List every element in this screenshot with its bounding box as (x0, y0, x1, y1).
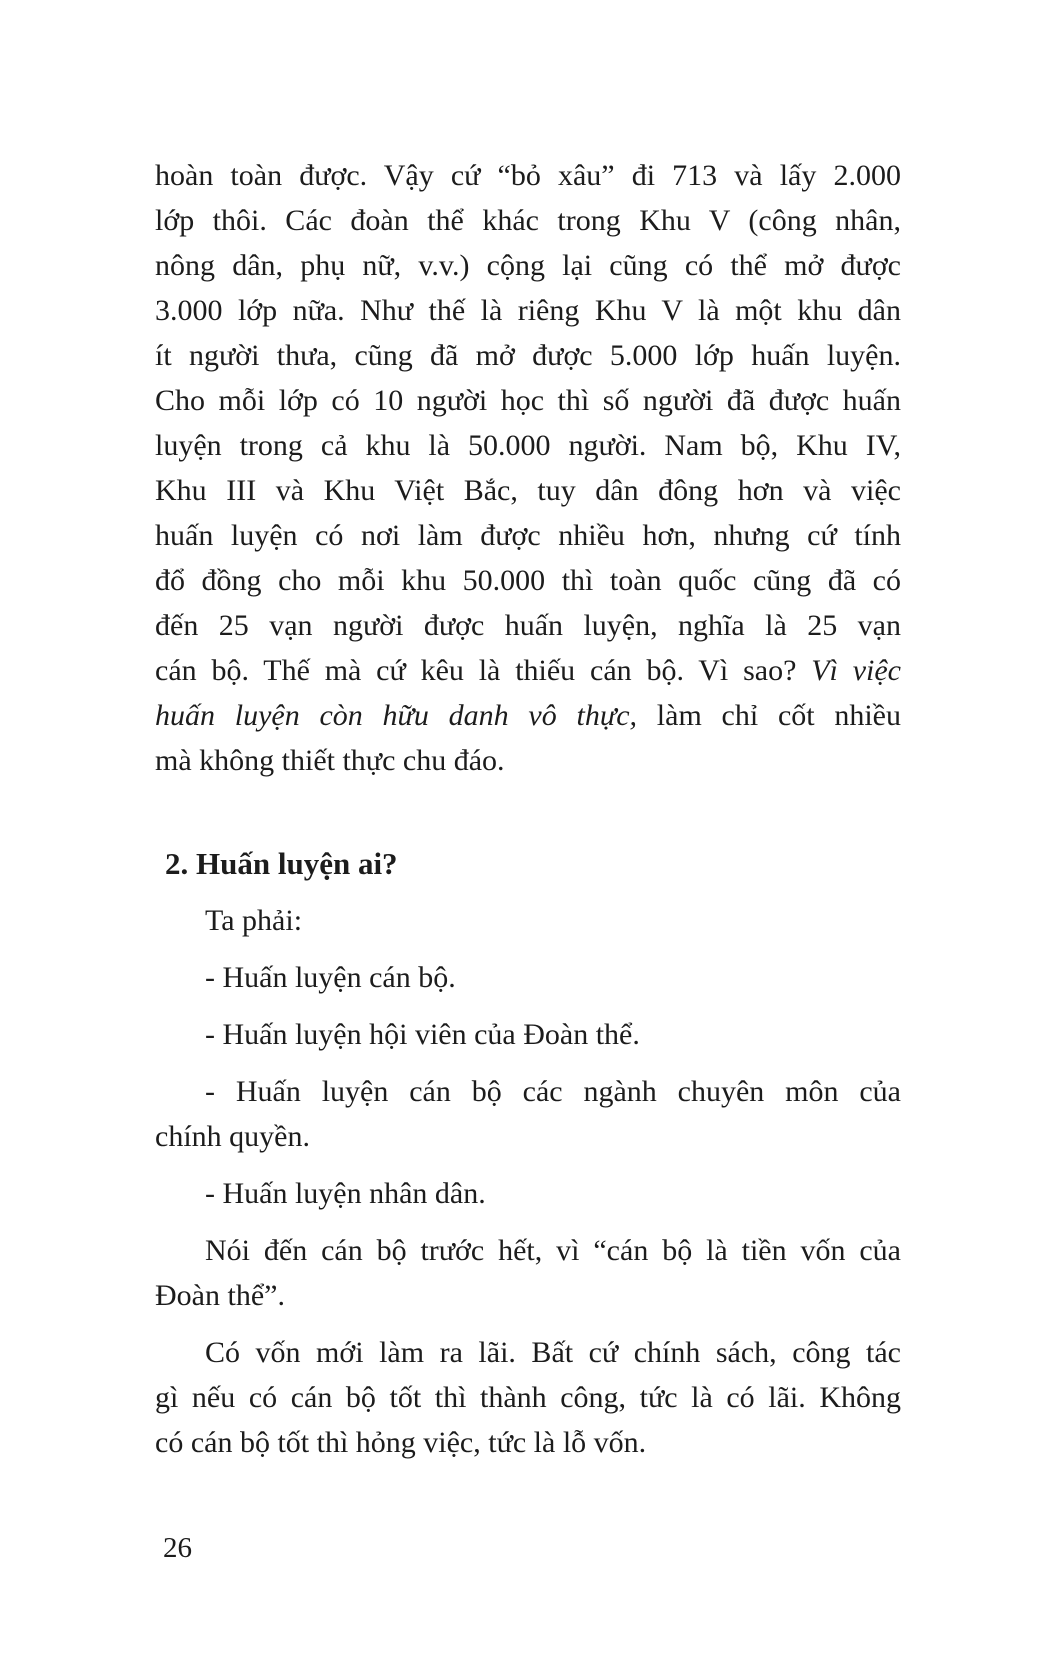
text-line: gì nếu có cán bộ tốt thì thành công, tức là có lãi. Không (155, 1381, 901, 1414)
text-line: nông dân, phụ nữ, v.v.) cộng lại cũng có thể mở được (155, 249, 901, 282)
text-line: có cán bộ tốt thì hỏng việc, tức là lỗ vốn. (155, 1426, 647, 1459)
text-block (155, 153, 901, 1465)
text-line (155, 648, 901, 693)
text-line: ít người thưa, cũng đã mở được 5.000 lớp huấn luyện. (155, 339, 901, 372)
text-line: đến 25 vạn người được huấn luyện, nghĩa là 25 vạn (155, 609, 901, 642)
paragraph (155, 898, 901, 943)
text-line: Có vốn mới làm ra lãi. Bất cứ chính sách, công tác (205, 1336, 901, 1369)
paragraph (155, 1228, 901, 1318)
page-number: 26 (163, 1532, 192, 1564)
text-line: - Huấn luyện nhân dân. (205, 1177, 486, 1210)
list-item (155, 955, 901, 1000)
text-line: mà không thiết thực chu đáo. (155, 744, 505, 777)
text-line: luyện trong cả khu là 50.000 người. Nam bộ, Khu IV, (155, 429, 901, 462)
text-line: chính quyền. (155, 1120, 310, 1153)
italic-text-segment: huấn luyện còn hữu danh vô thực, (155, 699, 638, 732)
text-line (155, 693, 901, 738)
text-line: - Huấn luyện cán bộ. (205, 961, 456, 994)
text-line: - Huấn luyện cán bộ các ngành chuyên môn của (205, 1075, 901, 1108)
text-line: Khu III và Khu Việt Bắc, tuy dân đông hơn và việc (155, 474, 901, 507)
italic-text-segment: Vì việc (811, 654, 901, 687)
text-line: 3.000 lớp nữa. Như thế là riêng Khu V là một khu dân (155, 294, 901, 327)
text-line: Đoàn thể”. (155, 1279, 285, 1312)
list-item (155, 1069, 901, 1159)
text-line: Nói đến cán bộ trước hết, vì “cán bộ là tiền vốn của (205, 1234, 901, 1267)
section-heading: 2. Huấn luyện ai? (165, 846, 398, 881)
text-line: huấn luyện có nơi làm được nhiều hơn, nhưng cứ tính (155, 519, 901, 552)
text-line: lớp thôi. Các đoàn thể khác trong Khu V (công nhân, (155, 204, 901, 237)
text-line: Cho mỗi lớp có 10 người học thì số người đã được huấn (155, 384, 901, 417)
list-item (155, 1171, 901, 1216)
text-line: - Huấn luyện hội viên của Đoàn thể. (205, 1018, 640, 1051)
list-item (155, 1012, 901, 1057)
paragraph-continuation (155, 153, 901, 783)
text-segment: cán bộ. Thế mà cứ kêu là thiếu cán bộ. Vì sao? (155, 654, 812, 687)
paragraph (155, 1330, 901, 1465)
text-segment: làm chỉ cốt nhiều (637, 699, 901, 732)
text-line: đổ đồng cho mỗi khu 50.000 thì toàn quốc cũng đã có (155, 564, 901, 597)
text-line: hoàn toàn được. Vậy cứ “bỏ xâu” đi 713 và lấy 2.000 (155, 159, 901, 192)
text-line: Ta phải: (205, 904, 303, 937)
